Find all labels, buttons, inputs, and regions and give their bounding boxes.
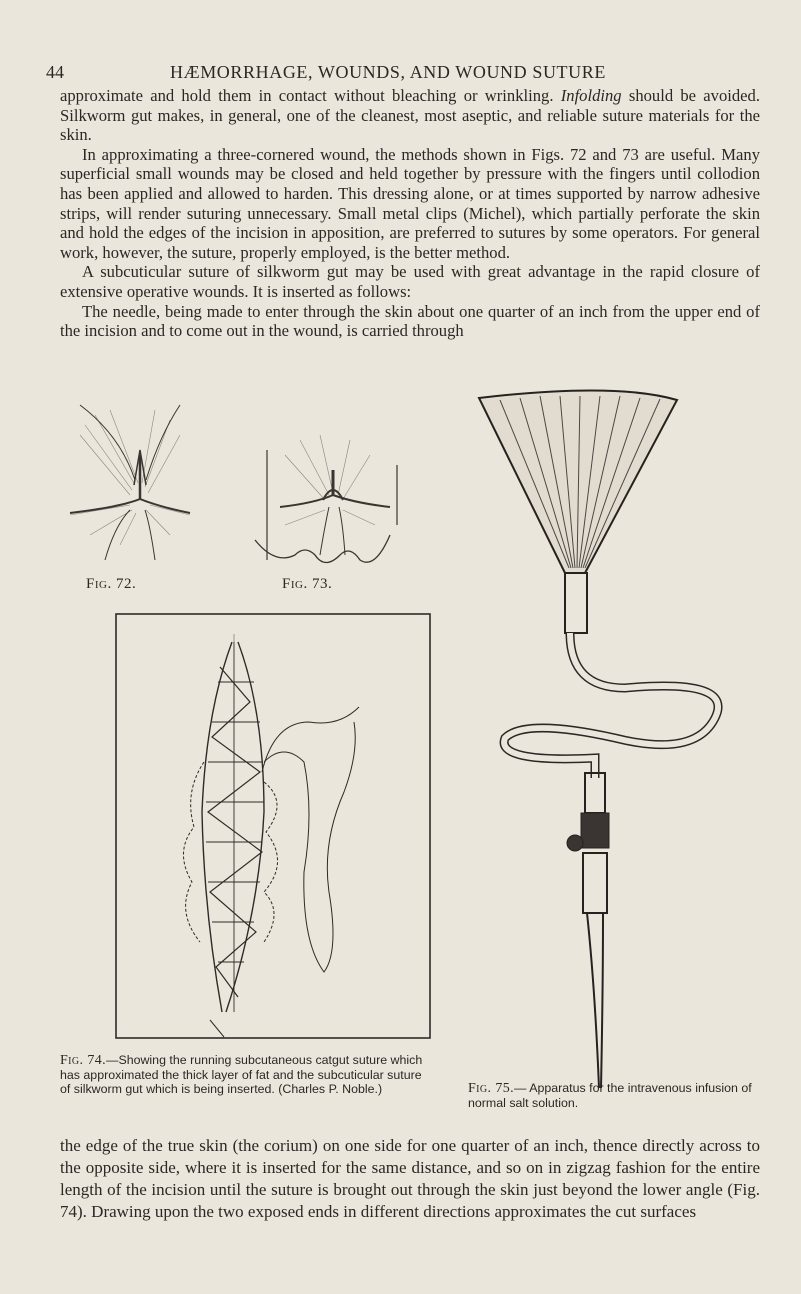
fig-74-caption xyxy=(60,1053,423,1097)
fig-75-illustration xyxy=(475,388,765,1088)
fig-74-caption-text: —Showing the running subcutaneous catgut suture which has approximated the thick layer of fat and the subcuticular suture of silkworm gut which is being inserted. (Charles P. Noble.) xyxy=(60,1053,423,1097)
paragraph-3: A subcuticular suture of silkworm gut may be used with great advantage in the rapid closure of extensive operative wounds. It is inserted as follows: xyxy=(60,262,760,301)
fig-73-label: Fig. 73. xyxy=(282,576,333,592)
paragraph-1-text-b: should be avoided. Silkworm gut makes, in general, one of the cleanest, most aseptic, and reliable suture materials for the skin. xyxy=(60,86,760,145)
paragraph-1-text-a: approximate and hold them in contact without bleaching or wrinkling. xyxy=(60,86,554,105)
paragraph-5: the edge of the true skin (the corium) on one side for one quarter of an inch, thence directly across to the opposite side, where it is inserted for the same distance, and so on in zigzag fashion for the entire length of the incision until the suture is brought out through the skin just beyond the lower angle (Fig. 74). Drawing upon the two exposed ends in different directions approximates the cut surfaces xyxy=(60,1136,760,1221)
fig-74-illustration xyxy=(114,612,434,1042)
paragraph-1 xyxy=(60,86,760,145)
body-text-bottom xyxy=(60,1135,760,1223)
fig-74-caption-lead: Fig. 74. xyxy=(60,1053,107,1068)
fig-73-illustration xyxy=(225,395,410,575)
page-number: 44 xyxy=(46,62,64,82)
paragraph-4: The needle, being made to enter through the skin about one quarter of an inch from the upper end of the incision and to come out in the wound, is carried through xyxy=(60,301,760,341)
paragraph-2: In approximating a three-cornered wound, the methods shown in Figs. 72 and 73 are useful. Many superficial small wounds may be closed and held together by pressure with the fingers until collodion has been applied and allowed to harden. This dressing alone, or at times supported by narrow adhesive strips, will render suturing unnecessary. Small metal clips (Michel), which partially perforate the skin and hold the edges of the incision in apposition, are preferred to sutures by some operators. For general work, however, the suture, properly employed, is the better method. xyxy=(60,144,760,262)
body-text-top xyxy=(60,86,760,341)
fig-72-label: Fig. 72. xyxy=(86,576,137,592)
fig-72-illustration xyxy=(60,395,200,575)
running-title: HÆMORRHAGE, WOUNDS, AND WOUND SUTURE xyxy=(170,62,606,82)
fig-75-caption-lead: Fig. 75. xyxy=(468,1081,515,1096)
fig-75-caption-text: — Apparatus for the intravenous infusion of normal salt solution. xyxy=(468,1081,752,1111)
fig-75-caption xyxy=(468,1081,768,1110)
paragraph-1-emphasis: Infolding xyxy=(560,86,622,105)
